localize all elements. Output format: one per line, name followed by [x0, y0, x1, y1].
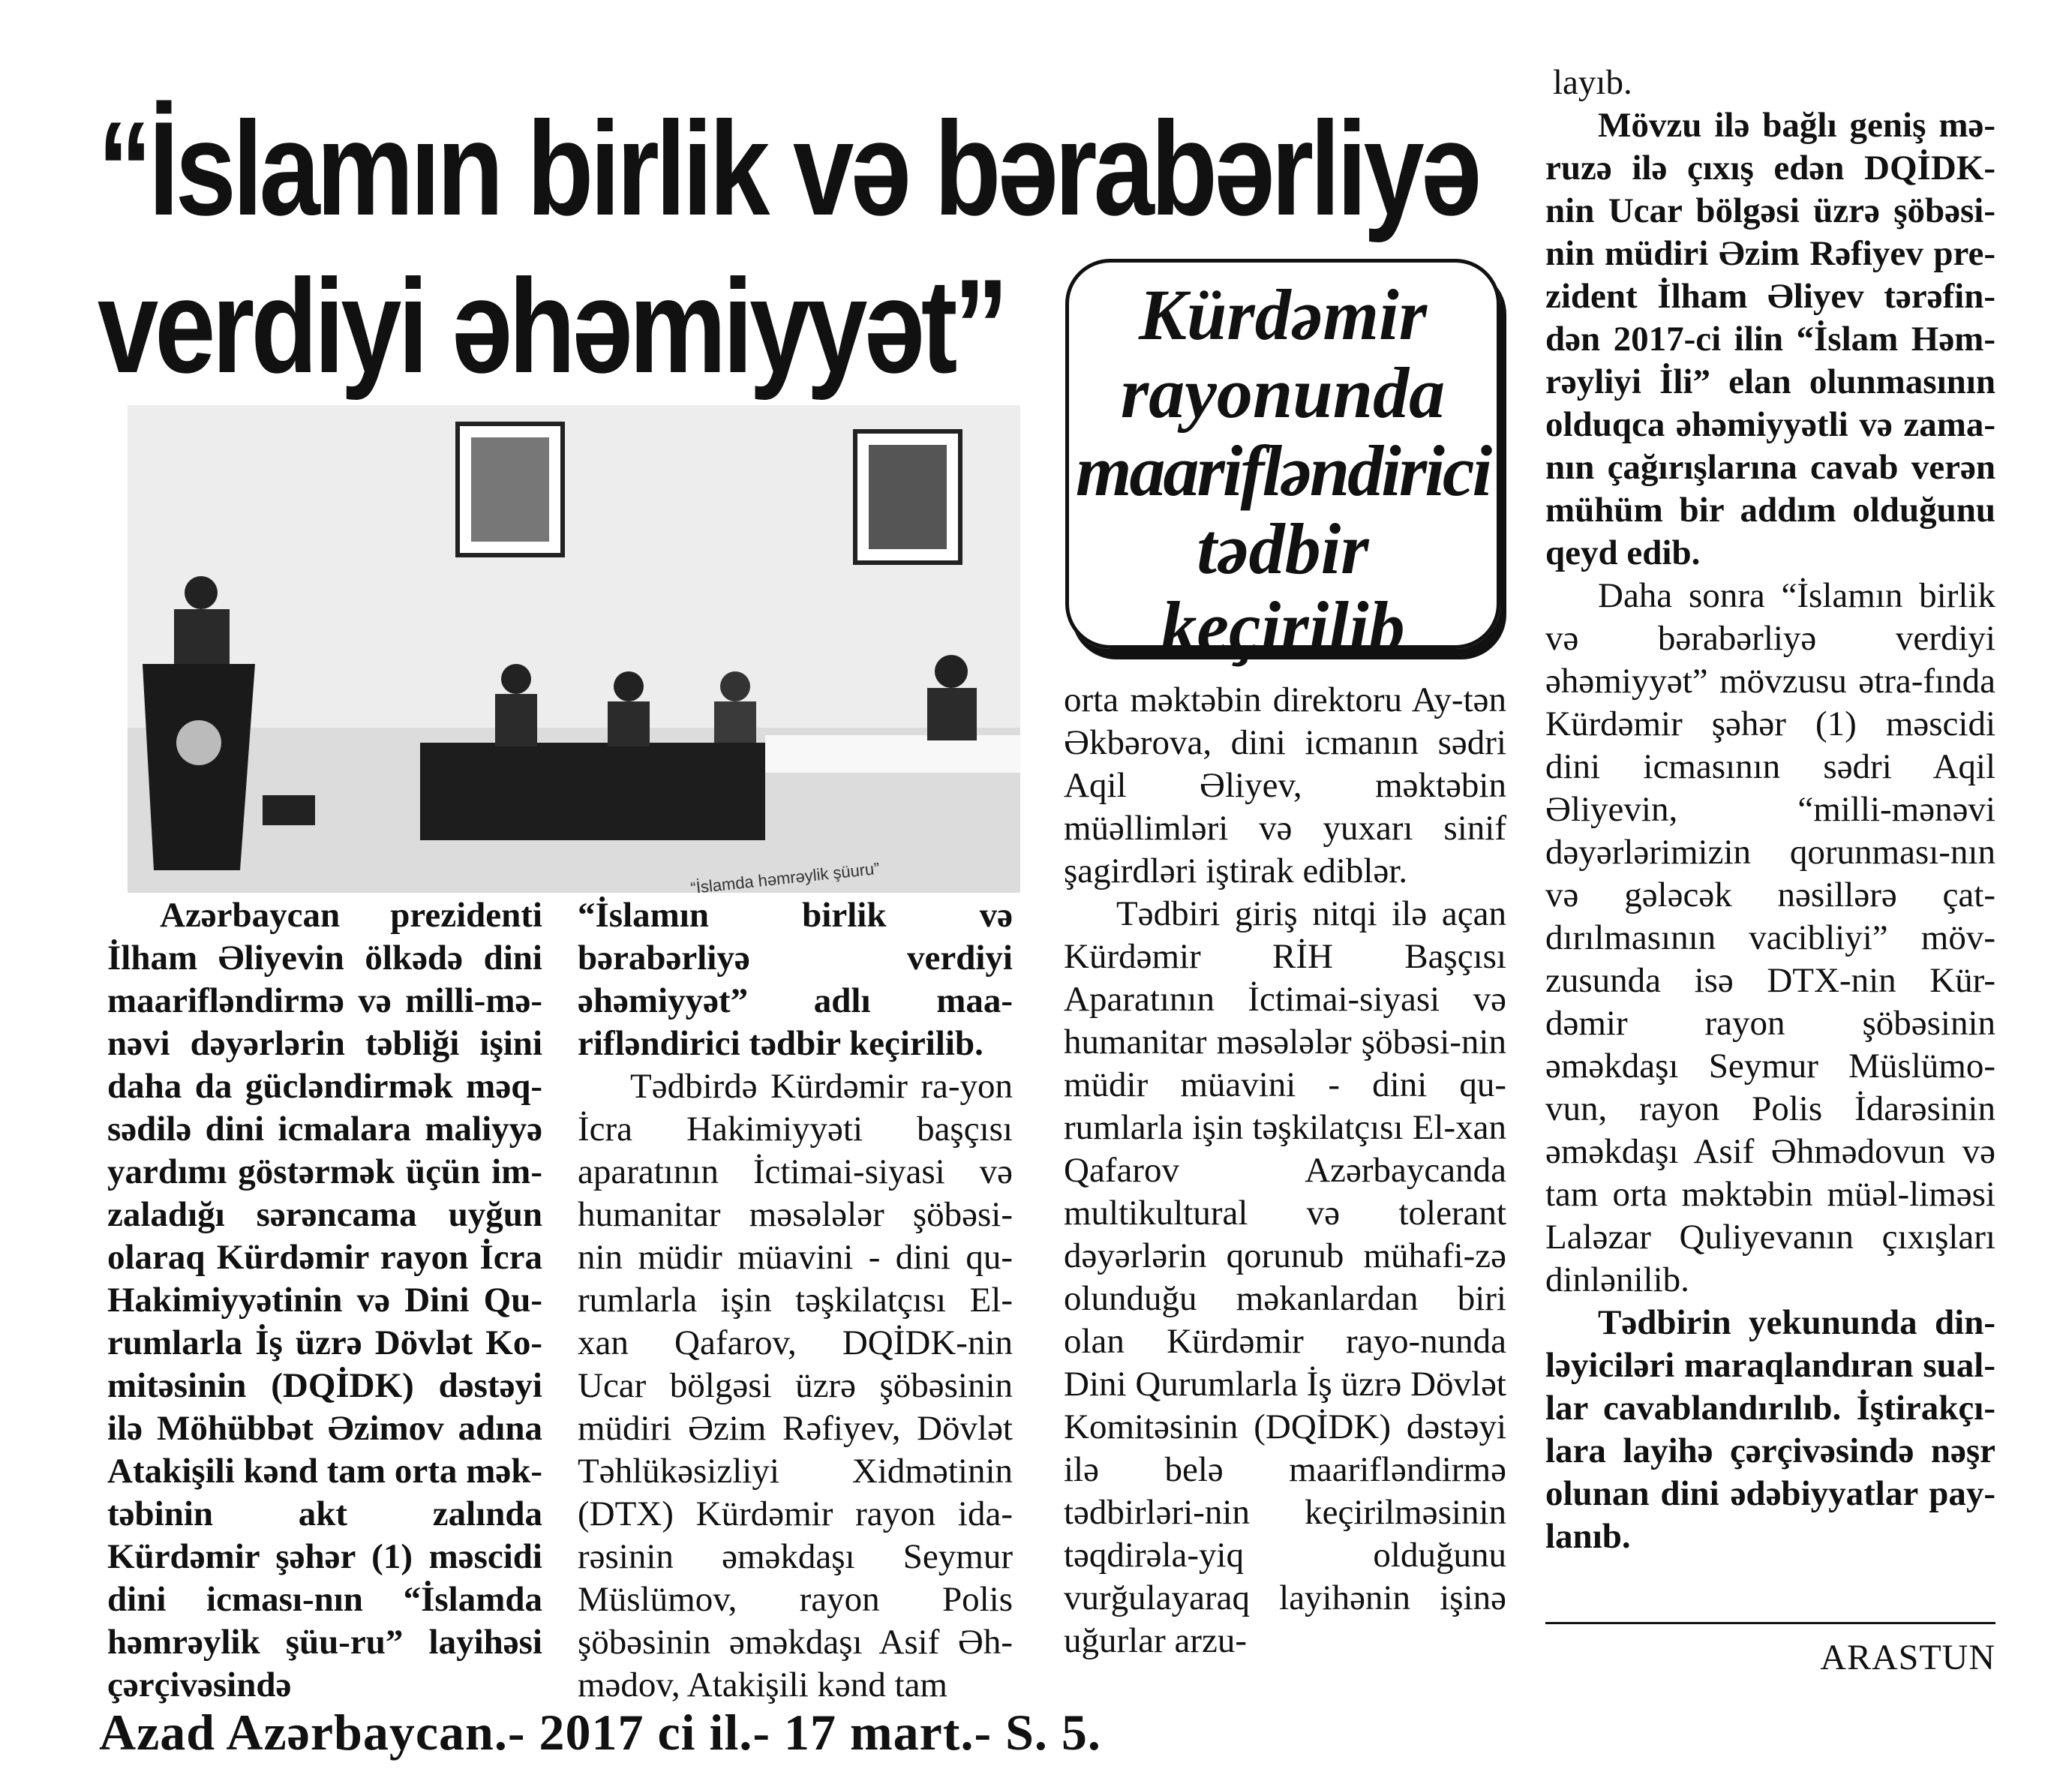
kicker-line-3: maarifləndirici — [1075, 431, 1491, 511]
article-column-4 — [1545, 62, 1995, 1558]
kicker-line-4: tədbir — [1197, 509, 1369, 589]
kicker-line-1: Kürdəmir — [1138, 275, 1428, 355]
kicker-line-5: keçirilib — [1161, 587, 1405, 667]
author-divider — [1545, 1622, 1995, 1624]
article-column-2 — [578, 894, 1013, 1707]
author-byline: ARASTUN — [1820, 1638, 1995, 1677]
photo-caption: “İslamda həmrəylik şüuru” — [689, 858, 881, 898]
article-column-3 — [1064, 679, 1506, 1662]
column-3-paragraph-2: Tədbiri giriş nitqi ilə açan Kürdəmir RİH Başçısı Aparatının İctimai-siyasi və humanitar məsələlər şöbəsi-nin müdir müavini - dini qu-rumlarla işin təşkilatçısı El-xan Qafarov Azərbaycanda multikultural və tolerant dəyərlərin qorunub mühafi-zə olunduğu məkanlardan biri olan Kürdəmir rayo-nunda Dini Qurumlarla İş üzrə Dövlət Komitəsinin (DQİDK) dəstəyi ilə belə maarifləndirmə tədbirləri-nin keçirilməsinin təqdirəla-yiq olduğunu vurğulayaraq layihənin işinə uğurlar arzu- — [1064, 894, 1506, 1660]
headline-line-2: verdiyi əhəmiyyət” — [98, 251, 1005, 401]
column-1-paragraph-1: Azərbaycan prezidenti İlham Əliyevin ölkədə dini maarifləndirmə və milli-mə-nəvi dəyərlərin təbliği işini daha da gücləndirmək məq-sədilə dini icmalara maliyyə yardımı göstərmək üçün im-zaladığı sərəncama uyğun olaraq Kürdəmir rayon İcra Hakimiyyətinin və Dini Qu-rumlarla İş üzrə Dövlət Ko-mitəsinin (DQİDK) dəstəyi ilə Möhübbət Əzimov adına Atakişili kənd tam orta mək-təbinin akt zalında Kürdəmir şəhər (1) məscidi dini icması-nın “İslamda həmrəylik şüu-ru” layihəsi çərçivəsində — [107, 896, 542, 1704]
column-3-paragraph-1: orta məktəbin direktoru Ay-tən Əkbərova, dini icmanın sədri Aqil Əliyev, məktəbin müəllimləri və yuxarı sinif şagirdləri iştirak ediblər. — [1064, 680, 1506, 890]
column-4-paragraph-0: layıb. — [1553, 63, 1632, 102]
article-column-1 — [107, 894, 542, 1707]
column-2-paragraph-1: “İslamın birlik və bərabərliyə verdiyi əhəmiyyət” adlı maa-rifləndirici tədbir keçirilib. — [578, 896, 1013, 1063]
column-4-paragraph-2: Daha sonra “İslamın birlik və bərabərliyə verdiyi əhəmiyyət” mövzusu ətra-fında Kürdəmir şəhər (1) məscidi dini icmasının sədri Aqil Əliyevin, “milli-mənəvi dəyərlərimizin qorunması-nın və gələcək nəsillərə çat-dırılmasının vacibliyi” möv-zusunda isə DTX-nin Kür-dəmir rayon şöbəsinin əməkdaşı Seymur Müslümo-vun, rayon Polis İdarəsinin əməkdaşı Asif Əhmədovun və tam orta məktəbin müəl-liməsi Laləzar Quliyevanın çıxışları dinlənilib. — [1545, 576, 1995, 1299]
kicker-box — [1065, 259, 1500, 667]
source-citation: Azad Azərbaycan.- 2017 ci il.- 17 mart.- S. 5. — [99, 1704, 1101, 1761]
headline-line-1: “İslamın birlik və bərabərliyə — [98, 94, 1479, 243]
column-4-paragraph-3: Tədbirin yekununda din-ləyiciləri maraqlandıran sual-lar cavablandırılıb. İştirakçı-lara layihə çərçivəsində nəşr olunan dini ədəbiyyatlar pay-lanıb. — [1545, 1303, 1995, 1556]
event-photo — [128, 405, 1020, 893]
kicker-line-2: rayonunda — [1120, 353, 1446, 433]
column-2-paragraph-2: Tədbirdə Kürdəmir ra-yon İcra Hakimiyyəti başçısı aparatının İctimai-siyasi və humanitar məsələlər şöbəsi-nin müdir müavini - dini qu-rumlarla işin təşkilatçısı El-xan Qafarov, DQİDK-nin Ucar bölgəsi üzrə şöbəsinin müdiri Əzim Rəfiyev, Dövlət Təhlükəsizliyi Xidmətinin (DTX) Kürdəmir rayon ida-rəsinin əməkdaşı Seymur Müslümov, rayon Polis şöbəsinin əməkdaşı Asif Əh-mədov, Atakişili kənd tam — [578, 1067, 1013, 1704]
column-4-paragraph-1: Mövzu ilə bağlı geniş mə-ruzə ilə çıxış edən DQİDK-nin Ucar bölgəsi üzrə şöbəsi-nin müdiri Əzim Rəfiyev pre-zident İlham Əliyev tərəfin-dən 2017-ci ilin “İslam Həm-rəyliyi İli” elan olunmasının olduqca əhəmiyyətli və zama-nın çağırışlarına cavab verən mühüm bir addım olduğunu qeyd edib. — [1545, 106, 1995, 572]
